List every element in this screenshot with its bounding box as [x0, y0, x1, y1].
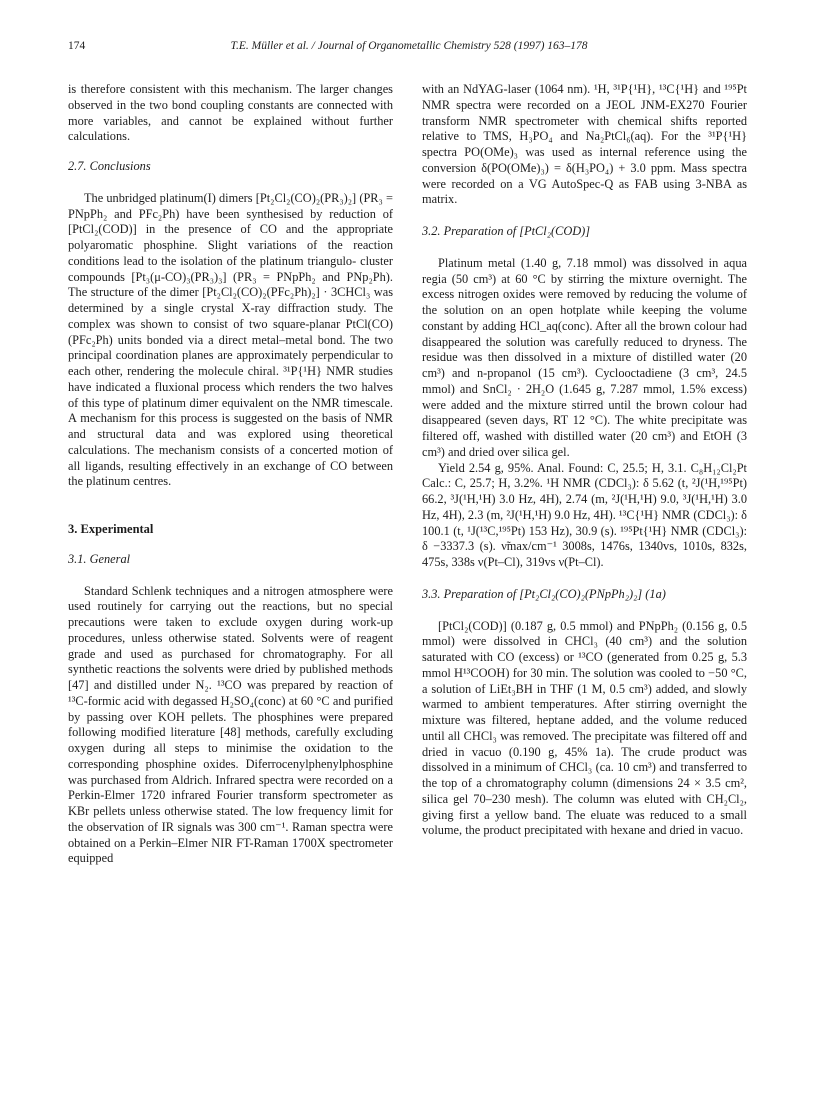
paragraph-conclusions: The unbridged platinum(I) dimers [Pt₂Cl₂(CO)₂(PR₃)₂] (PR₃ = PNpPh₂ and PFc₂Ph) have been synthesised by reduction of [PtCl₂(COD)] in the presence of CO and the appropriate polyaromatic phosphine. Slight variations of the reaction conditions lead to the isolation of the platinum triangulo- cluster compounds [Pt₃(μ-CO)₃(PR₃)₃] (PR₃ = PNpPh₂ and PNp₂Ph). The structure of the dimer [Pt₂Cl₂(CO)₂(PFc₂Ph)₂] · 3CHCl₃ was determined by a single crystal X-ray diffraction study. The complex was shown to consist of two square-planar PtCl(CO)(PFc₂Ph) units bonded via a direct metal–metal bond. The two principal coordination planes are approximately perpendicular to each other, rendering the molecule chiral. ³¹P{¹H} NMR studies have indicated a fluxional process which renders the two halves of this type of platinum dimer equivalent on the NMR timescale. A mechanism for this process is suggested on the basis of NMR and structural data and was explored using theoretical calculations. The mechanism consists of a concerted motion of all ligands, resulting effectively in an exchange of CO between the platinum centres.: [68, 190, 393, 489]
paragraph-prep-1a: [PtCl₂(COD)] (0.187 g, 0.5 mmol) and PNpPh₂ (0.156 g, 0.5 mmol) were dissolved in CHCl₃ (40 cm³) and the solution saturated with CO (excess) or ¹³CO (generated from 0.25 g, 5.3 mmol H¹³COOH) for 30 min. The solution was cooled to −50 °C, a solution of LiEt₃BH in THF (1 M, 0.5 cm³) added, and slowly warmed to ambient temperatures. After stirring overnight the mixture was filtered, heptane added, and the volume reduced until all CHCl₃ was removed. The precipitate was filtered off and dried in vacuo (0.190 g, 45% 1a). The crude product was dissolved in a minimum of CHCl₃ (ca. 10 cm³) and transferred to the top of a chromatography column (dimensions 24 × 3.5 cm², silica gel 70–230 mesh). The column was eluted with CH₂Cl₂, giving first a yellow band. The eluate was reduced to a small volume, the product precipitated with hexane and dried in vacuo.: [422, 618, 747, 838]
paragraph-prep-ptcl2cod: Platinum metal (1.40 g, 7.18 mmol) was dissolved in aqua regia (50 cm³) at 60 °C by stirring the mixture overnight. The excess nitrogen oxides were removed by reducing the volume of the solution on an open hotplate while keeping the volume constant by adding HCl_aq(conc). After all the brown colour had disappeared the solution was carefully reduced to dryness. The residue was then dissolved in a mixture of distilled water (20 cm³) and n-propanol (15 cm³). Cyclooctadiene (3 cm³, 24.5 mmol) and SnCl₂ · 2H₂O (1.645 g, 7.287 mmol, 1.5% excess) were added and the mixture stirred until the brown colour had disappeared (seven days, RT 12 °C). The white precipitate was filtered off, washed with distilled water (20 cm³) and EtOH (3 cm³) and dried over silica gel.: [422, 255, 747, 459]
heading-conclusions: 2.7. Conclusions: [68, 159, 151, 173]
paragraph-yield-analysis: Yield 2.54 g, 95%. Anal. Found: C, 25.5; H, 3.1. C₈H₁₂Cl₂Pt Calc.: C, 25.7; H, 3.2%. ¹H NMR (CDCl₃): δ 5.62 (t, ²J(¹H,¹⁹⁵Pt) 66.2, ³J(¹H,¹H) 3.0 Hz, 4H), 2.74 (m, ²J(¹H,¹H) 9.0, ³J(¹H,¹H) 3.0 Hz, 4H), 2.3 (m, ²J(¹H,¹H) 9.0 Hz, 4H). ¹³C{¹H} NMR (CDCl₃): δ 100.1 (t, ¹J(¹³C,¹⁹⁵Pt) 153 Hz), 30.9 (s). ¹⁹⁵Pt{¹H} NMR (CDCl₃): δ −3337.3 (s). ν̃max/cm⁻¹ 3008s, 1476s, 1340vs, 1010s, 832s, 475s, 338s ν(Pt–Cl), 319vs ν(Pt–Cl).: [422, 460, 747, 569]
paragraph-mechanism-end: is therefore consistent with this mechanism. The larger changes observed in the two bond coupling constants are connected with more variables, and cannot be explained without further calculations.: [68, 82, 393, 144]
page-header: [68, 40, 750, 58]
heading-prep-ptcl2cod: 3.2. Preparation of [PtCl₂(COD)]: [422, 224, 591, 238]
heading-experimental: 3. Experimental: [68, 522, 154, 536]
paragraph-general: Standard Schlenk techniques and a nitrogen atmosphere were used routinely for carrying out the reactions, but no special precautions were taken to exclude oxygen during work-up procedures, unless otherwise stated. Solvents were of reagent grade and used as purchased for chromatography. For all synthetic reactions the solvents were dried by published methods [47] and distilled under N₂. ¹³CO was prepared by reaction of ¹³C-formic acid with degassed H₂SO₄(conc) at 60 °C and purified by passing over KOH pellets. The phosphines were prepared following modified literature [48] methods, carefully excluding oxygen during all steps to minimise the oxidation to the corresponding phosphine oxides. Diferrocenylphenylphosphine was purchased from Aldrich. Infrared spectra were recorded on a Perkin-Elmer 1720 infrared Fourier transform spectrometer as KBr pellets unless otherwise stated. The low frequency limit for the observation of IR signals was 300 cm⁻¹. Raman spectra were obtained on a Perkin–Elmer NIR FT-Raman 1700X spectrometer equipped: [68, 583, 393, 866]
page-number: 174: [68, 40, 86, 52]
heading-prep-1a: 3.3. Preparation of [Pt₂Cl₂(CO)₂(PNpPh₂)₂] (1a): [422, 586, 666, 601]
paragraph-instruments: with an NdYAG-laser (1064 nm). ¹H, ³¹P{¹H}, ¹³C{¹H} and ¹⁹⁵Pt NMR spectra were recorded on a JEOL JNM-EX270 Fourier transform NMR spectrometer with chemical shifts reported relative to TMS, H₃PO₄ and Na₂PtCl₆(aq). For the ³¹P{¹H} spectra PO(OMe)₃ was used as internal reference using the conversion δ(PO(OMe)₃) = δ(H₃PO₄) + 3.0 ppm. Mass spectra were recorded on a VG AutoSpec-Q as FAB using 3-NBA as matrix.: [422, 82, 747, 207]
left-column: [68, 82, 393, 867]
heading-general: 3.1. General: [68, 551, 131, 566]
running-title: T.E. Müller et al. / Journal of Organometallic Chemistry 528 (1997) 163–178: [230, 40, 588, 52]
right-column: [422, 82, 747, 839]
